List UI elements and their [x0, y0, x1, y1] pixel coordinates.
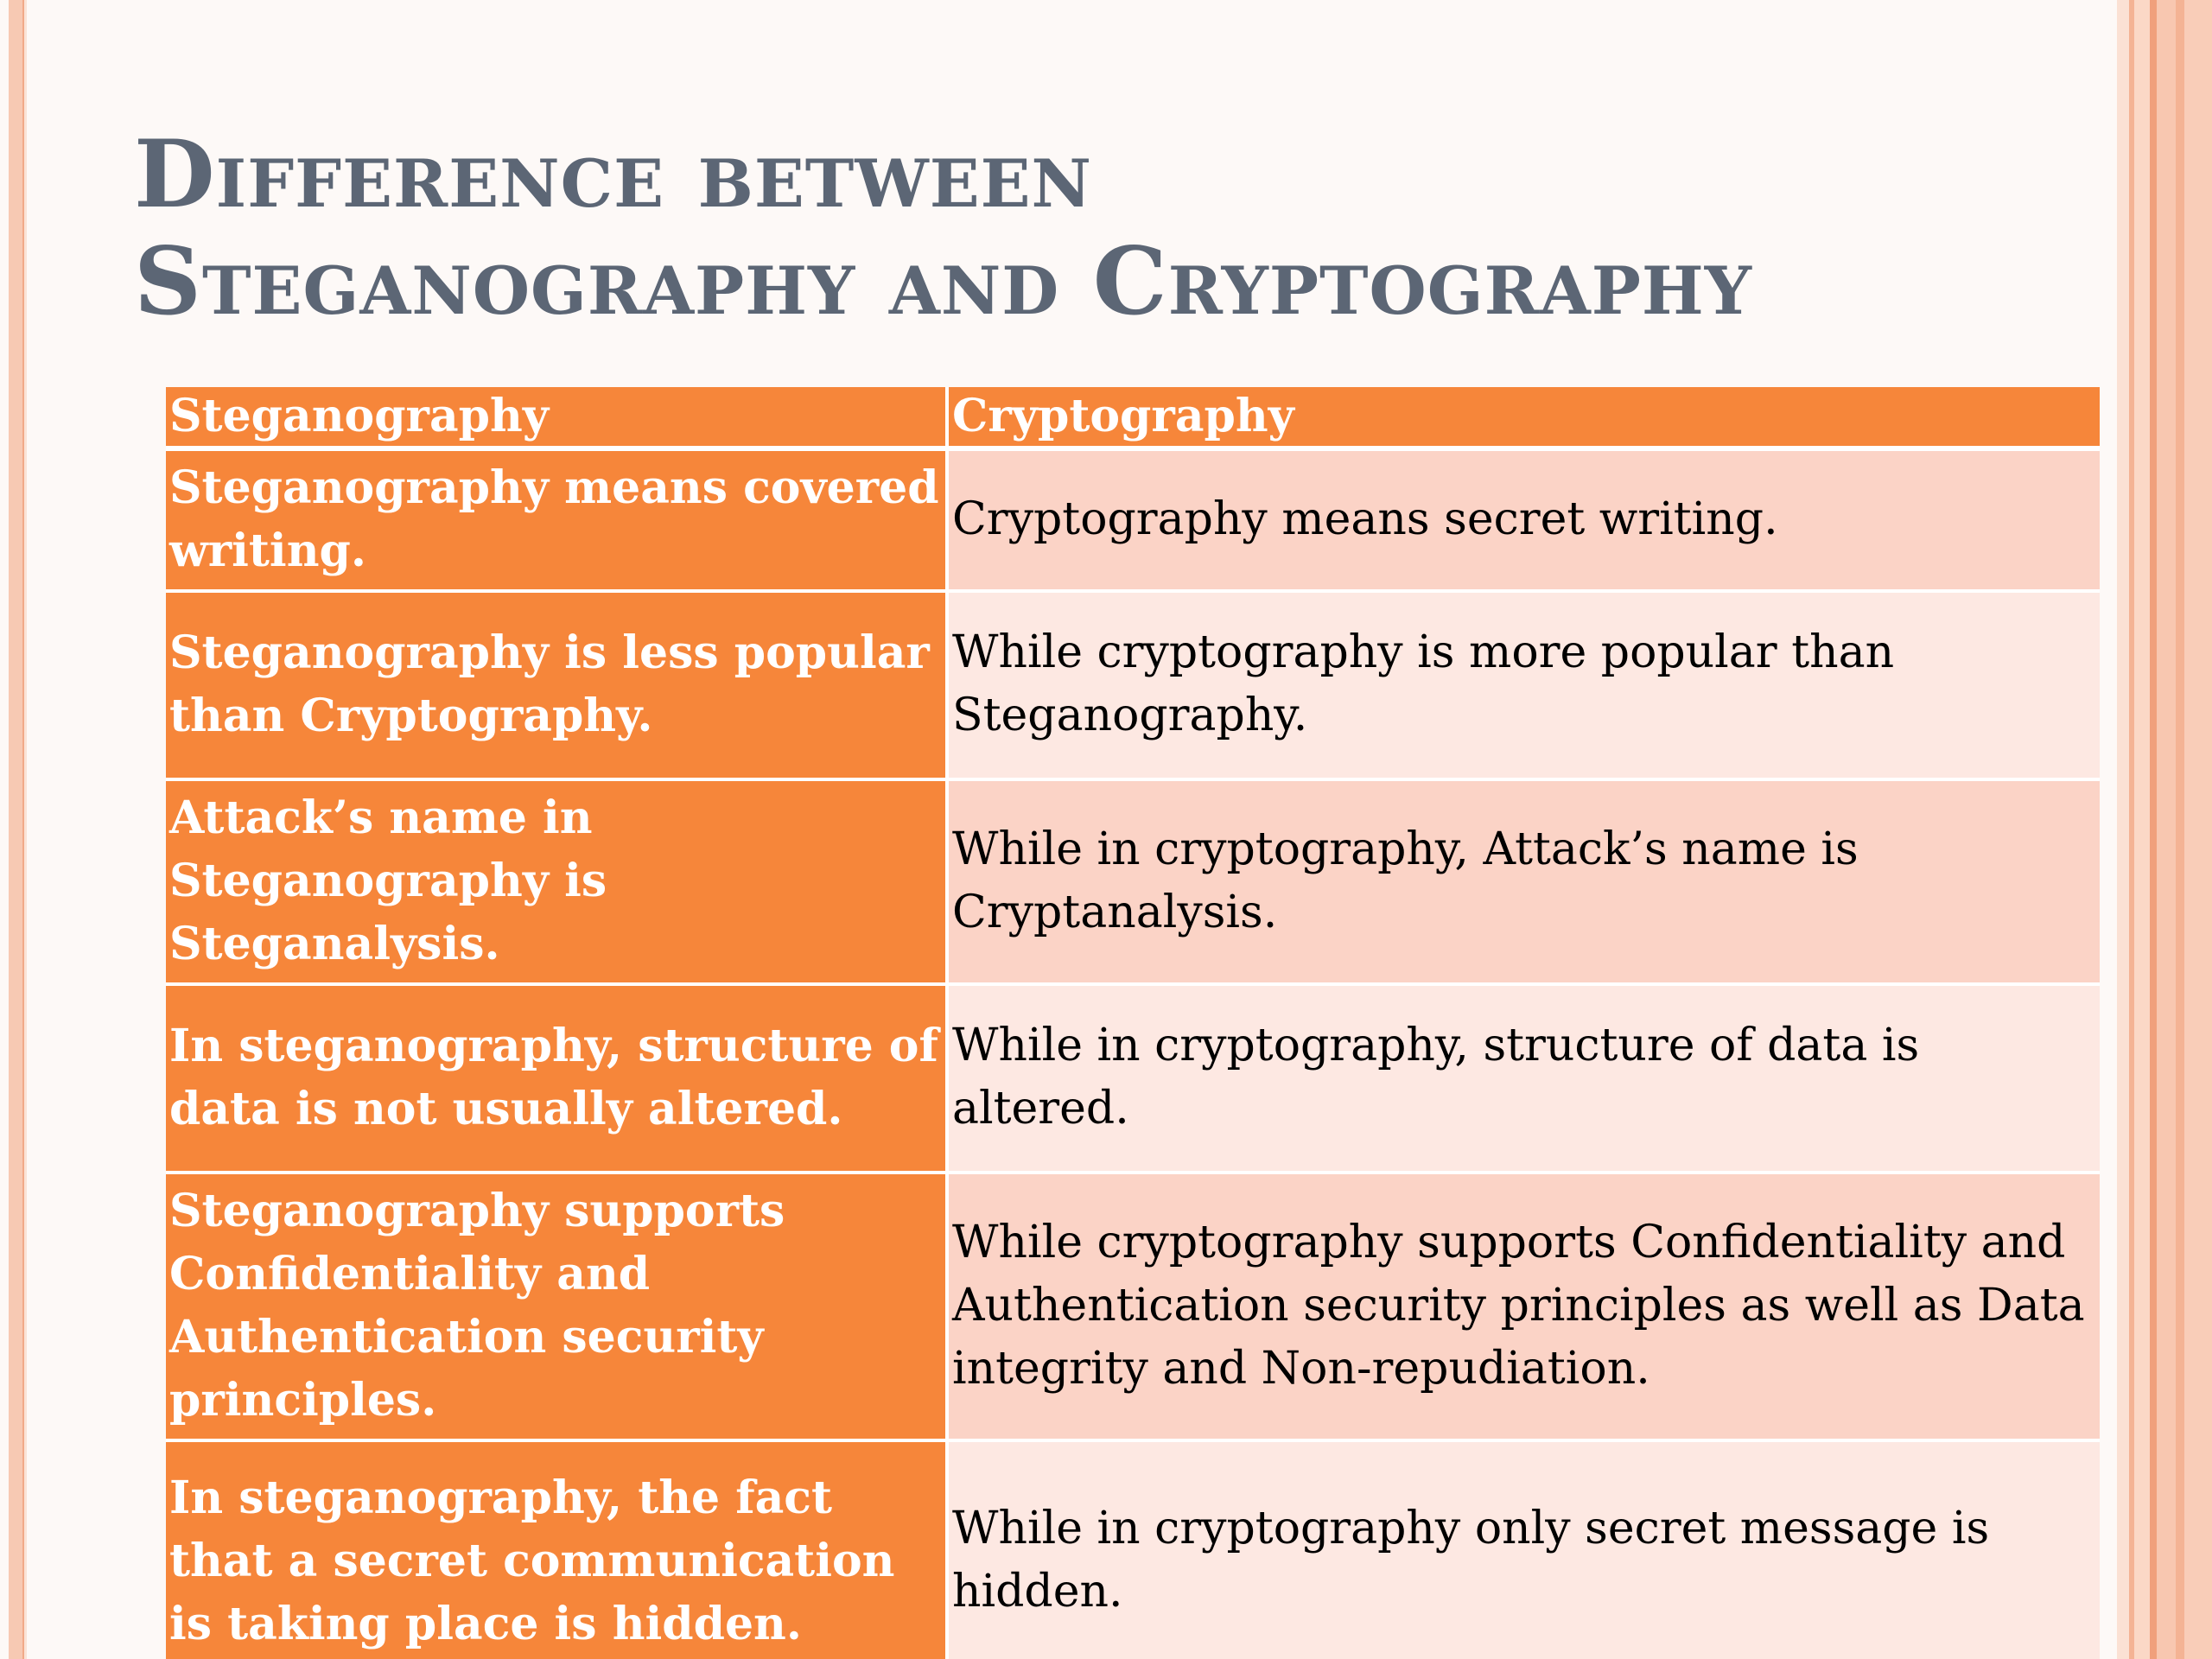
steganography-cell: In steganography, structure of data is not usually altered. [166, 986, 949, 1174]
right-decorative-stripes [2117, 0, 2212, 1659]
header-steganography: Steganography [166, 387, 949, 451]
cryptography-cell: While in cryptography only secret message is hidden. [949, 1442, 2100, 1659]
steganography-cell: Attack’s name in Steganography is Steganalysis. [166, 781, 949, 986]
table-row [166, 986, 2100, 1174]
comparison-table [166, 387, 2100, 1659]
slide-title [134, 121, 1992, 335]
table-row [166, 1174, 2100, 1442]
steganography-cell: Steganography means covered writing. [166, 451, 949, 593]
table-row [166, 781, 2100, 986]
left-border [9, 0, 24, 1659]
comparison-table-wrap [166, 387, 2100, 1659]
title-line-2: Steganography and Cryptography [134, 227, 1752, 336]
cryptography-cell: While cryptography is more popular than Steganography. [949, 593, 2100, 781]
table-row [166, 1442, 2100, 1659]
steganography-cell: Steganography is less popular than Cryptography. [166, 593, 949, 781]
header-cryptography: Cryptography [949, 387, 2100, 451]
table-row [166, 451, 2100, 593]
steganography-cell: In steganography, the fact that a secret communication is taking place is hidden. [166, 1442, 949, 1659]
table-header-row [166, 387, 2100, 451]
cryptography-cell: Cryptography means secret writing. [949, 451, 2100, 593]
steganography-cell: Steganography supports Confidentiality and Authentication security principles. [166, 1174, 949, 1442]
cryptography-cell: While in cryptography, structure of data is altered. [949, 986, 2100, 1174]
left-border-inner [24, 0, 27, 1659]
cryptography-cell: While cryptography supports Confidentiality and Authentication security principles as well as Data integrity and Non-repudiation. [949, 1174, 2100, 1442]
cryptography-cell: While in cryptography, Attack’s name is Cryptanalysis. [949, 781, 2100, 986]
title-line-1: Difference between [134, 120, 1093, 229]
table-row [166, 593, 2100, 781]
